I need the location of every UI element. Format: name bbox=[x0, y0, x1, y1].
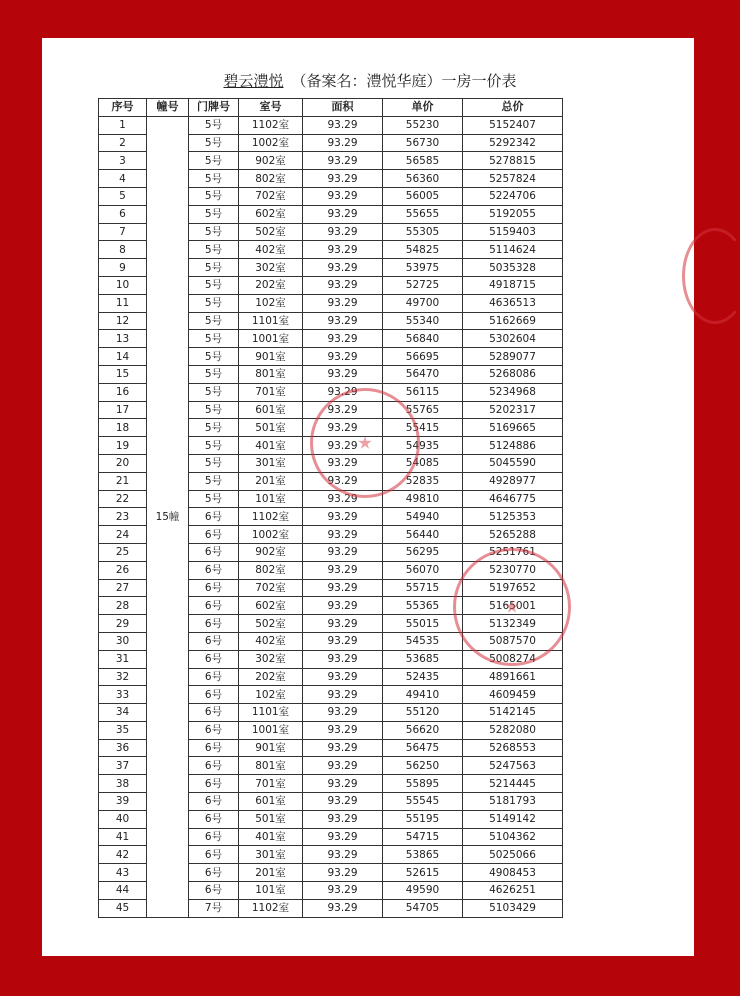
row-number-cell: 20 bbox=[99, 454, 147, 472]
door-number-cell: 5号 bbox=[189, 223, 239, 241]
total-price-cell: 5224706 bbox=[463, 187, 563, 205]
area-cell: 93.29 bbox=[303, 864, 383, 882]
room-number-cell: 802室 bbox=[239, 170, 303, 188]
unit-price-cell: 56585 bbox=[383, 152, 463, 170]
room-number-cell: 301室 bbox=[239, 846, 303, 864]
unit-price-cell: 52725 bbox=[383, 276, 463, 294]
area-cell: 93.29 bbox=[303, 757, 383, 775]
unit-price-cell: 55015 bbox=[383, 615, 463, 633]
unit-price-cell: 53975 bbox=[383, 259, 463, 277]
room-number-cell: 502室 bbox=[239, 615, 303, 633]
area-cell: 93.29 bbox=[303, 401, 383, 419]
total-price-cell: 4908453 bbox=[463, 864, 563, 882]
total-price-cell: 5035328 bbox=[463, 259, 563, 277]
total-price-cell: 5025066 bbox=[463, 846, 563, 864]
door-number-cell: 5号 bbox=[189, 330, 239, 348]
area-cell: 93.29 bbox=[303, 846, 383, 864]
row-number-cell: 25 bbox=[99, 543, 147, 561]
total-price-cell: 5197652 bbox=[463, 579, 563, 597]
door-number-cell: 6号 bbox=[189, 810, 239, 828]
area-cell: 93.29 bbox=[303, 312, 383, 330]
area-cell: 93.29 bbox=[303, 152, 383, 170]
document-page bbox=[42, 38, 694, 956]
area-cell: 93.29 bbox=[303, 187, 383, 205]
room-number-cell: 101室 bbox=[239, 490, 303, 508]
total-price-cell: 5234968 bbox=[463, 383, 563, 401]
total-price-cell: 4928977 bbox=[463, 472, 563, 490]
row-number-cell: 33 bbox=[99, 686, 147, 704]
room-number-cell: 301室 bbox=[239, 454, 303, 472]
room-number-cell: 1102室 bbox=[239, 508, 303, 526]
row-number-cell: 11 bbox=[99, 294, 147, 312]
unit-price-cell: 52435 bbox=[383, 668, 463, 686]
row-number-cell: 16 bbox=[99, 383, 147, 401]
unit-price-cell: 55120 bbox=[383, 704, 463, 722]
total-price-cell: 5162669 bbox=[463, 312, 563, 330]
row-number-cell: 21 bbox=[99, 472, 147, 490]
unit-price-cell: 56070 bbox=[383, 561, 463, 579]
total-price-cell: 4646775 bbox=[463, 490, 563, 508]
area-cell: 93.29 bbox=[303, 454, 383, 472]
table-row bbox=[99, 116, 563, 134]
room-number-cell: 602室 bbox=[239, 597, 303, 615]
row-number-cell: 32 bbox=[99, 668, 147, 686]
area-cell: 93.29 bbox=[303, 721, 383, 739]
room-number-cell: 702室 bbox=[239, 187, 303, 205]
door-number-cell: 5号 bbox=[189, 134, 239, 152]
total-price-cell: 5159403 bbox=[463, 223, 563, 241]
row-number-cell: 13 bbox=[99, 330, 147, 348]
table-header-row bbox=[99, 99, 563, 117]
area-cell: 93.29 bbox=[303, 686, 383, 704]
unit-price-cell: 56005 bbox=[383, 187, 463, 205]
room-number-cell: 302室 bbox=[239, 650, 303, 668]
door-number-cell: 6号 bbox=[189, 632, 239, 650]
total-price-cell: 4609459 bbox=[463, 686, 563, 704]
building-number-cell: 15幢 bbox=[147, 116, 189, 917]
area-cell: 93.29 bbox=[303, 632, 383, 650]
room-number-cell: 601室 bbox=[239, 401, 303, 419]
total-price-cell: 5278815 bbox=[463, 152, 563, 170]
unit-price-cell: 56470 bbox=[383, 365, 463, 383]
room-number-cell: 801室 bbox=[239, 757, 303, 775]
area-cell: 93.29 bbox=[303, 882, 383, 900]
unit-price-cell: 55715 bbox=[383, 579, 463, 597]
door-number-cell: 7号 bbox=[189, 899, 239, 917]
total-price-cell: 5268086 bbox=[463, 365, 563, 383]
room-number-cell: 1001室 bbox=[239, 330, 303, 348]
area-cell: 93.29 bbox=[303, 793, 383, 811]
unit-price-cell: 52615 bbox=[383, 864, 463, 882]
row-number-cell: 17 bbox=[99, 401, 147, 419]
row-number-cell: 24 bbox=[99, 526, 147, 544]
row-number-cell: 23 bbox=[99, 508, 147, 526]
room-number-cell: 1001室 bbox=[239, 721, 303, 739]
row-number-cell: 37 bbox=[99, 757, 147, 775]
area-cell: 93.29 bbox=[303, 223, 383, 241]
room-number-cell: 802室 bbox=[239, 561, 303, 579]
unit-price-cell: 56360 bbox=[383, 170, 463, 188]
room-number-cell: 202室 bbox=[239, 668, 303, 686]
unit-price-cell: 54535 bbox=[383, 632, 463, 650]
unit-price-cell: 54085 bbox=[383, 454, 463, 472]
total-price-cell: 5181793 bbox=[463, 793, 563, 811]
area-cell: 93.29 bbox=[303, 472, 383, 490]
row-number-cell: 45 bbox=[99, 899, 147, 917]
door-number-cell: 6号 bbox=[189, 668, 239, 686]
area-cell: 93.29 bbox=[303, 775, 383, 793]
room-number-cell: 701室 bbox=[239, 383, 303, 401]
area-cell: 93.29 bbox=[303, 526, 383, 544]
total-price-cell: 5008274 bbox=[463, 650, 563, 668]
room-number-cell: 1101室 bbox=[239, 312, 303, 330]
unit-price-cell: 55765 bbox=[383, 401, 463, 419]
row-number-cell: 30 bbox=[99, 632, 147, 650]
total-price-cell: 5104362 bbox=[463, 828, 563, 846]
row-number-cell: 31 bbox=[99, 650, 147, 668]
room-number-cell: 102室 bbox=[239, 686, 303, 704]
total-price-cell: 5165001 bbox=[463, 597, 563, 615]
door-number-cell: 5号 bbox=[189, 259, 239, 277]
unit-price-cell: 55365 bbox=[383, 597, 463, 615]
door-number-cell: 5号 bbox=[189, 472, 239, 490]
door-number-cell: 6号 bbox=[189, 686, 239, 704]
area-cell: 93.29 bbox=[303, 116, 383, 134]
total-price-cell: 5125353 bbox=[463, 508, 563, 526]
area-cell: 93.29 bbox=[303, 490, 383, 508]
door-number-cell: 6号 bbox=[189, 882, 239, 900]
door-number-cell: 5号 bbox=[189, 187, 239, 205]
room-number-cell: 901室 bbox=[239, 348, 303, 366]
unit-price-cell: 54705 bbox=[383, 899, 463, 917]
row-number-cell: 18 bbox=[99, 419, 147, 437]
door-number-cell: 6号 bbox=[189, 757, 239, 775]
unit-price-cell: 55415 bbox=[383, 419, 463, 437]
unit-price-cell: 55340 bbox=[383, 312, 463, 330]
header-cell: 室号 bbox=[239, 99, 303, 117]
total-price-cell: 5292342 bbox=[463, 134, 563, 152]
door-number-cell: 6号 bbox=[189, 721, 239, 739]
unit-price-cell: 55305 bbox=[383, 223, 463, 241]
room-number-cell: 902室 bbox=[239, 543, 303, 561]
door-number-cell: 5号 bbox=[189, 348, 239, 366]
door-number-cell: 5号 bbox=[189, 152, 239, 170]
room-number-cell: 702室 bbox=[239, 579, 303, 597]
row-number-cell: 14 bbox=[99, 348, 147, 366]
door-number-cell: 6号 bbox=[189, 526, 239, 544]
room-number-cell: 1002室 bbox=[239, 526, 303, 544]
area-cell: 93.29 bbox=[303, 437, 383, 455]
total-price-cell: 5087570 bbox=[463, 632, 563, 650]
unit-price-cell: 55655 bbox=[383, 205, 463, 223]
door-number-cell: 6号 bbox=[189, 846, 239, 864]
unit-price-cell: 49410 bbox=[383, 686, 463, 704]
area-cell: 93.29 bbox=[303, 419, 383, 437]
total-price-cell: 4918715 bbox=[463, 276, 563, 294]
door-number-cell: 6号 bbox=[189, 739, 239, 757]
row-number-cell: 40 bbox=[99, 810, 147, 828]
door-number-cell: 6号 bbox=[189, 828, 239, 846]
area-cell: 93.29 bbox=[303, 294, 383, 312]
header-cell: 面积 bbox=[303, 99, 383, 117]
room-number-cell: 401室 bbox=[239, 828, 303, 846]
row-number-cell: 44 bbox=[99, 882, 147, 900]
total-price-cell: 5265288 bbox=[463, 526, 563, 544]
unit-price-cell: 54715 bbox=[383, 828, 463, 846]
total-price-cell: 5152407 bbox=[463, 116, 563, 134]
room-number-cell: 502室 bbox=[239, 223, 303, 241]
total-price-cell: 5268553 bbox=[463, 739, 563, 757]
room-number-cell: 402室 bbox=[239, 241, 303, 259]
room-number-cell: 1101室 bbox=[239, 704, 303, 722]
door-number-cell: 6号 bbox=[189, 704, 239, 722]
row-number-cell: 3 bbox=[99, 152, 147, 170]
header-cell: 幢号 bbox=[147, 99, 189, 117]
area-cell: 93.29 bbox=[303, 348, 383, 366]
row-number-cell: 22 bbox=[99, 490, 147, 508]
room-number-cell: 501室 bbox=[239, 810, 303, 828]
area-cell: 93.29 bbox=[303, 276, 383, 294]
total-price-cell: 5045590 bbox=[463, 454, 563, 472]
total-price-cell: 5132349 bbox=[463, 615, 563, 633]
door-number-cell: 6号 bbox=[189, 650, 239, 668]
room-number-cell: 901室 bbox=[239, 739, 303, 757]
total-price-cell: 5124886 bbox=[463, 437, 563, 455]
row-number-cell: 39 bbox=[99, 793, 147, 811]
area-cell: 93.29 bbox=[303, 739, 383, 757]
room-number-cell: 201室 bbox=[239, 472, 303, 490]
row-number-cell: 27 bbox=[99, 579, 147, 597]
room-number-cell: 302室 bbox=[239, 259, 303, 277]
door-number-cell: 5号 bbox=[189, 312, 239, 330]
title-rest: （备案名：澧悦华庭）一房一价表 bbox=[291, 72, 517, 90]
door-number-cell: 6号 bbox=[189, 793, 239, 811]
door-number-cell: 5号 bbox=[189, 490, 239, 508]
area-cell: 93.29 bbox=[303, 241, 383, 259]
header-cell: 单价 bbox=[383, 99, 463, 117]
area-cell: 93.29 bbox=[303, 650, 383, 668]
area-cell: 93.29 bbox=[303, 810, 383, 828]
unit-price-cell: 56840 bbox=[383, 330, 463, 348]
area-cell: 93.29 bbox=[303, 828, 383, 846]
total-price-cell: 5103429 bbox=[463, 899, 563, 917]
total-price-cell: 5149142 bbox=[463, 810, 563, 828]
area-cell: 93.29 bbox=[303, 259, 383, 277]
header-cell: 门牌号 bbox=[189, 99, 239, 117]
door-number-cell: 6号 bbox=[189, 543, 239, 561]
row-number-cell: 29 bbox=[99, 615, 147, 633]
room-number-cell: 1102室 bbox=[239, 899, 303, 917]
area-cell: 93.29 bbox=[303, 383, 383, 401]
area-cell: 93.29 bbox=[303, 134, 383, 152]
area-cell: 93.29 bbox=[303, 668, 383, 686]
unit-price-cell: 54825 bbox=[383, 241, 463, 259]
unit-price-cell: 55230 bbox=[383, 116, 463, 134]
door-number-cell: 6号 bbox=[189, 579, 239, 597]
row-number-cell: 6 bbox=[99, 205, 147, 223]
unit-price-cell: 55545 bbox=[383, 793, 463, 811]
room-number-cell: 201室 bbox=[239, 864, 303, 882]
door-number-cell: 6号 bbox=[189, 615, 239, 633]
total-price-cell: 5114624 bbox=[463, 241, 563, 259]
row-number-cell: 7 bbox=[99, 223, 147, 241]
area-cell: 93.29 bbox=[303, 508, 383, 526]
header-cell: 总价 bbox=[463, 99, 563, 117]
area-cell: 93.29 bbox=[303, 365, 383, 383]
row-number-cell: 43 bbox=[99, 864, 147, 882]
unit-price-cell: 56620 bbox=[383, 721, 463, 739]
door-number-cell: 5号 bbox=[189, 401, 239, 419]
room-number-cell: 601室 bbox=[239, 793, 303, 811]
unit-price-cell: 56250 bbox=[383, 757, 463, 775]
unit-price-cell: 49700 bbox=[383, 294, 463, 312]
total-price-cell: 5289077 bbox=[463, 348, 563, 366]
unit-price-cell: 56115 bbox=[383, 383, 463, 401]
area-cell: 93.29 bbox=[303, 170, 383, 188]
area-cell: 93.29 bbox=[303, 579, 383, 597]
total-price-cell: 5257824 bbox=[463, 170, 563, 188]
row-number-cell: 35 bbox=[99, 721, 147, 739]
unit-price-cell: 52835 bbox=[383, 472, 463, 490]
unit-price-cell: 56475 bbox=[383, 739, 463, 757]
room-number-cell: 602室 bbox=[239, 205, 303, 223]
unit-price-cell: 56440 bbox=[383, 526, 463, 544]
row-number-cell: 12 bbox=[99, 312, 147, 330]
total-price-cell: 5169665 bbox=[463, 419, 563, 437]
unit-price-cell: 56295 bbox=[383, 543, 463, 561]
unit-price-cell: 53685 bbox=[383, 650, 463, 668]
unit-price-cell: 49590 bbox=[383, 882, 463, 900]
row-number-cell: 4 bbox=[99, 170, 147, 188]
row-number-cell: 42 bbox=[99, 846, 147, 864]
door-number-cell: 5号 bbox=[189, 170, 239, 188]
door-number-cell: 5号 bbox=[189, 276, 239, 294]
room-number-cell: 101室 bbox=[239, 882, 303, 900]
area-cell: 93.29 bbox=[303, 561, 383, 579]
room-number-cell: 401室 bbox=[239, 437, 303, 455]
area-cell: 93.29 bbox=[303, 543, 383, 561]
door-number-cell: 5号 bbox=[189, 383, 239, 401]
row-number-cell: 9 bbox=[99, 259, 147, 277]
partial-seal-stamp bbox=[682, 228, 740, 324]
door-number-cell: 6号 bbox=[189, 864, 239, 882]
row-number-cell: 5 bbox=[99, 187, 147, 205]
door-number-cell: 5号 bbox=[189, 437, 239, 455]
room-number-cell: 102室 bbox=[239, 294, 303, 312]
room-number-cell: 1102室 bbox=[239, 116, 303, 134]
door-number-cell: 6号 bbox=[189, 508, 239, 526]
unit-price-cell: 49810 bbox=[383, 490, 463, 508]
table-body bbox=[99, 116, 563, 917]
total-price-cell: 5251761 bbox=[463, 543, 563, 561]
row-number-cell: 2 bbox=[99, 134, 147, 152]
area-cell: 93.29 bbox=[303, 899, 383, 917]
header-cell: 序号 bbox=[99, 99, 147, 117]
area-cell: 93.29 bbox=[303, 615, 383, 633]
row-number-cell: 26 bbox=[99, 561, 147, 579]
unit-price-cell: 54940 bbox=[383, 508, 463, 526]
row-number-cell: 41 bbox=[99, 828, 147, 846]
area-cell: 93.29 bbox=[303, 597, 383, 615]
row-number-cell: 10 bbox=[99, 276, 147, 294]
room-number-cell: 501室 bbox=[239, 419, 303, 437]
total-price-cell: 5247563 bbox=[463, 757, 563, 775]
room-number-cell: 801室 bbox=[239, 365, 303, 383]
room-number-cell: 701室 bbox=[239, 775, 303, 793]
total-price-cell: 5202317 bbox=[463, 401, 563, 419]
document-title bbox=[42, 70, 694, 91]
total-price-cell: 5214445 bbox=[463, 775, 563, 793]
total-price-cell: 4636513 bbox=[463, 294, 563, 312]
row-number-cell: 28 bbox=[99, 597, 147, 615]
door-number-cell: 6号 bbox=[189, 561, 239, 579]
door-number-cell: 6号 bbox=[189, 597, 239, 615]
unit-price-cell: 54935 bbox=[383, 437, 463, 455]
total-price-cell: 5142145 bbox=[463, 704, 563, 722]
row-number-cell: 1 bbox=[99, 116, 147, 134]
area-cell: 93.29 bbox=[303, 330, 383, 348]
project-name: 碧云澧悦 bbox=[223, 72, 284, 90]
room-number-cell: 402室 bbox=[239, 632, 303, 650]
total-price-cell: 5302604 bbox=[463, 330, 563, 348]
total-price-cell: 4626251 bbox=[463, 882, 563, 900]
unit-price-cell: 55895 bbox=[383, 775, 463, 793]
price-table bbox=[98, 98, 563, 918]
total-price-cell: 5192055 bbox=[463, 205, 563, 223]
door-number-cell: 5号 bbox=[189, 116, 239, 134]
row-number-cell: 38 bbox=[99, 775, 147, 793]
door-number-cell: 5号 bbox=[189, 365, 239, 383]
door-number-cell: 5号 bbox=[189, 241, 239, 259]
row-number-cell: 34 bbox=[99, 704, 147, 722]
room-number-cell: 202室 bbox=[239, 276, 303, 294]
room-number-cell: 902室 bbox=[239, 152, 303, 170]
unit-price-cell: 56695 bbox=[383, 348, 463, 366]
door-number-cell: 5号 bbox=[189, 205, 239, 223]
row-number-cell: 19 bbox=[99, 437, 147, 455]
unit-price-cell: 53865 bbox=[383, 846, 463, 864]
area-cell: 93.29 bbox=[303, 205, 383, 223]
room-number-cell: 1002室 bbox=[239, 134, 303, 152]
row-number-cell: 36 bbox=[99, 739, 147, 757]
total-price-cell: 4891661 bbox=[463, 668, 563, 686]
total-price-cell: 5282080 bbox=[463, 721, 563, 739]
door-number-cell: 6号 bbox=[189, 775, 239, 793]
row-number-cell: 15 bbox=[99, 365, 147, 383]
door-number-cell: 5号 bbox=[189, 294, 239, 312]
door-number-cell: 5号 bbox=[189, 454, 239, 472]
row-number-cell: 8 bbox=[99, 241, 147, 259]
door-number-cell: 5号 bbox=[189, 419, 239, 437]
unit-price-cell: 55195 bbox=[383, 810, 463, 828]
unit-price-cell: 56730 bbox=[383, 134, 463, 152]
area-cell: 93.29 bbox=[303, 704, 383, 722]
total-price-cell: 5230770 bbox=[463, 561, 563, 579]
